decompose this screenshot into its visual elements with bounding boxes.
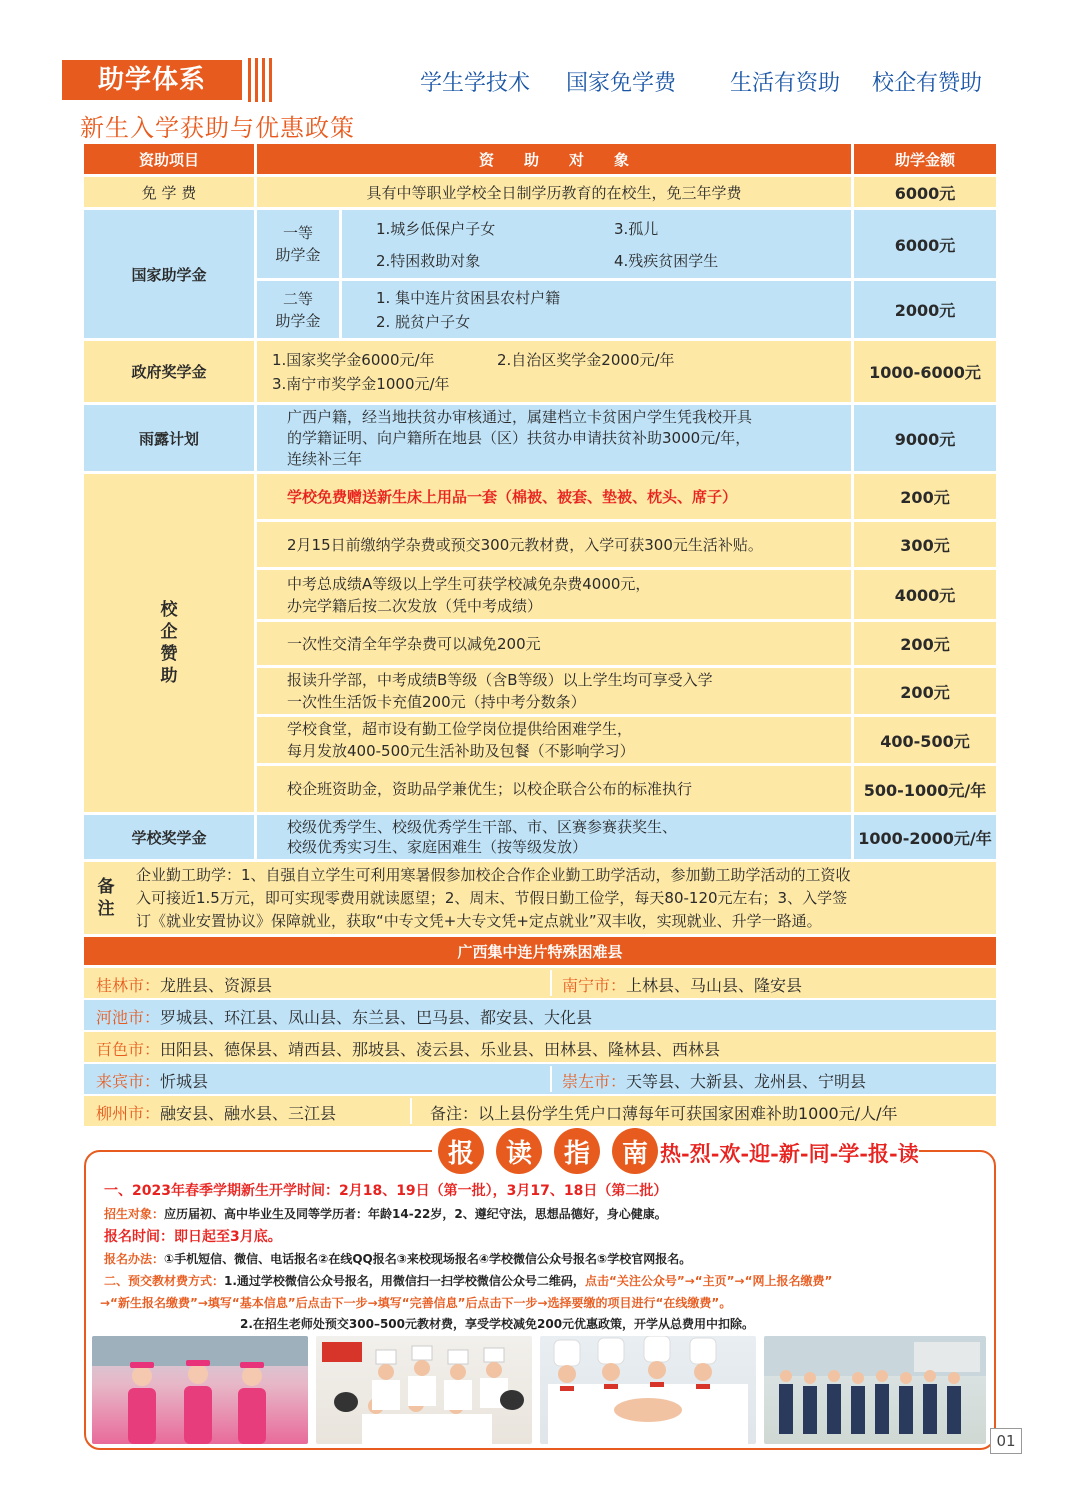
county-list: 上林县、马山县、隆安县 [626, 976, 803, 995]
guide-text: 1.通过学校微信公众号报名，用微信扫一扫学校微信公众号二维码， [224, 1274, 585, 1288]
second-class-amount: 2000元 [854, 281, 996, 338]
school-line: 2月15日前缴纳学杂费或预交300元教材费，入学可获300元生活补贴。 [287, 535, 763, 554]
row-label-rain: 雨露计划 [84, 405, 254, 471]
gov-line: 1.国家奖学金6000元/年 [272, 351, 435, 369]
county-row [84, 1096, 996, 1126]
county-row [84, 1032, 996, 1062]
county-list: 融安县、融水县、三江县 [160, 1104, 337, 1123]
guide-text: 点击“关注公众号”→“主页”→“网上报名缴费” [584, 1274, 833, 1288]
row-label-scholarship: 学校奖学金 [84, 815, 254, 859]
school-line: 一次性交清全年学杂费可以减免200元 [287, 634, 541, 653]
target-item: 2.特困救助对象 [376, 252, 481, 270]
county-row [84, 1000, 996, 1030]
chefs-hands-image [540, 1336, 756, 1444]
school-line: 学校免费赠送新生床上用品一套（棉被、被套、垫被、枕头、席子） [287, 487, 738, 506]
level-text: 助学金 [275, 311, 321, 330]
scholarship-line: 校级优秀学生、校级优秀学生干部、市、区赛参赛获奖生、 [287, 818, 678, 836]
label-char: 企 [160, 622, 178, 642]
school-amount: 200元 [854, 668, 996, 714]
county-entry [96, 973, 272, 996]
first-class-targets [342, 210, 851, 278]
second-class-targets [342, 281, 851, 338]
target-item: 3.孤儿 [614, 220, 659, 238]
page-number: 01 [990, 1428, 1022, 1454]
school-line: 每月发放400-500元生活补助及包餐（不影响学习） [287, 742, 635, 760]
decorative-bars [248, 58, 272, 102]
level-text: 二等 [282, 289, 313, 308]
school-row [257, 474, 851, 519]
county-entry [562, 1069, 866, 1092]
guide-char: 读 [496, 1128, 542, 1174]
school-line: 办完学籍后按二次发放（凭中考成绩） [287, 596, 543, 615]
gov-amount: 1000-6000元 [854, 341, 996, 402]
level-text: 一等 [282, 224, 313, 242]
row-label-tuition: 免 学 费 [84, 177, 254, 207]
guide-title [432, 1128, 664, 1174]
label-char: 校 [160, 600, 178, 620]
county-entry [96, 1005, 592, 1028]
school-row [257, 570, 851, 619]
school-row [257, 522, 851, 567]
rain-desc [257, 405, 851, 471]
school-line: 一次性生活饭卡充值200元（持中考分数条） [287, 693, 586, 711]
target-item: 1. 集中连片贫困县农村户籍 [376, 289, 561, 307]
row-label-school [84, 474, 254, 812]
guide-label: 招生对象： [104, 1207, 165, 1221]
county-title: 广西集中连片特殊困难县 [84, 937, 996, 965]
county-entry [96, 1069, 208, 1092]
guide-line [104, 1272, 832, 1289]
first-class-amount: 6000元 [854, 210, 996, 278]
section-title: 助学体系 [62, 60, 242, 100]
school-amount: 200元 [854, 474, 996, 519]
target-item: 1.城乡低保户子女 [376, 220, 496, 238]
welcome-text: 热-烈-欢-迎-新-同-学-报-读 [660, 1138, 919, 1168]
attendants-image [92, 1336, 308, 1444]
school-row [257, 622, 851, 665]
row-label-national: 国家助学金 [84, 210, 254, 338]
school-amount: 400-500元 [854, 717, 996, 763]
header-target: 资 助 对 象 [257, 144, 851, 174]
school-line: 学校食堂，超市设有勤工俭学岗位提供给困难学生， [287, 720, 633, 738]
guide-line: →“新生报名缴费”→填写“基本信息”后点击下一步→填写“完善信息”后点击下一步→选择要缴的项目进行“在线缴费”。 [100, 1296, 732, 1310]
header-amount: 助学金额 [854, 144, 996, 174]
header-item: 资助项目 [84, 144, 254, 174]
school-row [257, 668, 851, 714]
gov-desc [257, 341, 851, 402]
tuition-amount: 6000元 [854, 177, 996, 207]
school-line: 校企班资助金，资助品学兼优生；以校企联合公布的标准执行 [287, 780, 693, 798]
school-row [257, 766, 851, 812]
county-list: 罗城县、环江县、凤山县、东兰县、巴马县、都安县、大化县 [160, 1008, 593, 1027]
second-class-label [257, 281, 339, 338]
note-char: 注 [97, 899, 115, 919]
county-list: 龙胜县、资源县 [160, 976, 273, 995]
note-line: 订《就业安置协议》保障就业，获取“中专文凭+大专文凭+定点就业”双丰收，实现就业、升学一路通。 [136, 911, 822, 930]
note-char: 备 [97, 877, 115, 897]
city-name: 崇左市： [562, 1072, 627, 1091]
school-line: 中考总成绩A等级以上学生可获学校减免杂费4000元， [287, 574, 651, 593]
guide-text: 应历届初、高中毕业生及同等学历者：年龄14-22岁，2、遵纪守法，思想品德好，身心健康。 [164, 1207, 667, 1221]
gov-line: 2.自治区奖学金2000元/年 [497, 351, 675, 369]
city-name: 河池市： [96, 1008, 161, 1027]
county-entry [96, 1101, 336, 1124]
note-line: 企业勤工助学：1、自强自立学生可利用寒暑假参加校企合作企业勤工助学活动，参加勤工助学活动的工资收 [136, 865, 851, 884]
slogan: 学生学技术 [420, 71, 531, 96]
slogan: 校企有赞助 [872, 71, 983, 96]
rain-line: 广西户籍，经当地扶贫办审核通过，属建档立卡贫困户学生凭我校开具 [287, 407, 753, 426]
divider [550, 1066, 552, 1092]
students-image [764, 1336, 986, 1444]
photo-chefs-group [316, 1336, 532, 1444]
county-row [84, 968, 996, 998]
county-note: 备注：以上县份学生凭户口薄每年可获国家困难补助1000元/人/年 [430, 1104, 898, 1123]
target-item: 2. 脱贫户子女 [376, 313, 471, 331]
photo-chefs-hands [540, 1336, 756, 1444]
county-entry [562, 973, 802, 996]
county-row [84, 1064, 996, 1094]
row-label-gov: 政府奖学金 [84, 341, 254, 402]
photo-students-uniform [764, 1336, 986, 1444]
guide-char: 南 [612, 1128, 658, 1174]
city-name: 来宾市： [96, 1072, 161, 1091]
first-class-label [257, 210, 339, 278]
divider [410, 1098, 412, 1124]
scholarship-line: 校级优秀实习生、家庭困难生（按等级发放） [287, 838, 588, 856]
school-amount: 300元 [854, 522, 996, 567]
gov-line: 3.南宁市奖学金1000元/年 [272, 375, 450, 393]
note-text [128, 862, 996, 934]
chefs-image [316, 1336, 532, 1444]
scholarship-desc [257, 815, 851, 859]
school-line: 报读升学部，中考成绩B等级（含B等级）以上学生均可享受入学 [287, 671, 713, 689]
city-name: 桂林市： [96, 976, 161, 995]
rain-line: 的学籍证明、向户籍所在地县（区）扶贫办申请扶贫补助3000元/年， [287, 428, 751, 447]
guide-line: 报名时间：即日起至3月底。 [104, 1229, 282, 1245]
guide-char: 指 [554, 1128, 600, 1174]
guide-char: 报 [438, 1128, 484, 1174]
guide-label: 报名办法： [104, 1252, 165, 1266]
divider [550, 970, 552, 996]
city-name: 南宁市： [562, 976, 627, 995]
school-row [257, 717, 851, 763]
page-subtitle: 新生入学获助与优惠政策 [80, 114, 355, 142]
tuition-desc: 具有中等职业学校全日制学历教育的在校生，免三年学费 [257, 177, 851, 207]
note-line: 入可接近1.5万元，即可实现零费用就读愿望；2、周末、节假日勤工俭学，每天80-120元左右；3、入学签 [136, 888, 848, 907]
county-list: 忻城县 [160, 1072, 209, 1091]
guide-line: 2.在招生老师处预交300–500元教材费，享受学校减免200元优惠政策，开学从总费用中扣除。 [240, 1317, 755, 1331]
city-name: 柳州市： [96, 1104, 161, 1123]
rain-line: 连续补三年 [287, 449, 363, 468]
guide-label: 二、预交教材费方式： [104, 1274, 225, 1288]
county-list: 天等县、大新县、龙州县、宁明县 [626, 1072, 867, 1091]
school-amount: 500-1000元/年 [854, 766, 996, 812]
scholarship-amount: 1000-2000元/年 [854, 815, 996, 859]
city-name: 百色市： [96, 1040, 161, 1059]
school-amount: 200元 [854, 622, 996, 665]
target-item: 4.残疾贫困学生 [614, 252, 719, 270]
level-text: 助学金 [275, 246, 321, 264]
photo-flight-attendants [92, 1336, 308, 1444]
guide-line [104, 1250, 691, 1267]
label-char: 赞 [160, 644, 178, 664]
slogan: 国家免学费 [566, 71, 677, 96]
guide-line: 一、2023年春季学期新生开学时间：2月18、19日（第一批），3月17、18日（第二批） [104, 1183, 668, 1199]
county-list: 田阳县、德保县、靖西县、那坡县、凌云县、乐业县、田林县、隆林县、西林县 [160, 1040, 721, 1059]
school-amount: 4000元 [854, 570, 996, 619]
guide-text: ①手机短信、微信、电话报名②在线QQ报名③来校现场报名④学校微信公众号报名⑤学校官网报名。 [164, 1252, 692, 1266]
slogan: 生活有资助 [730, 71, 841, 96]
county-entry [96, 1037, 720, 1060]
label-char: 助 [160, 666, 178, 686]
rain-amount: 9000元 [854, 405, 996, 471]
note-label [84, 862, 128, 934]
guide-line [104, 1205, 667, 1222]
